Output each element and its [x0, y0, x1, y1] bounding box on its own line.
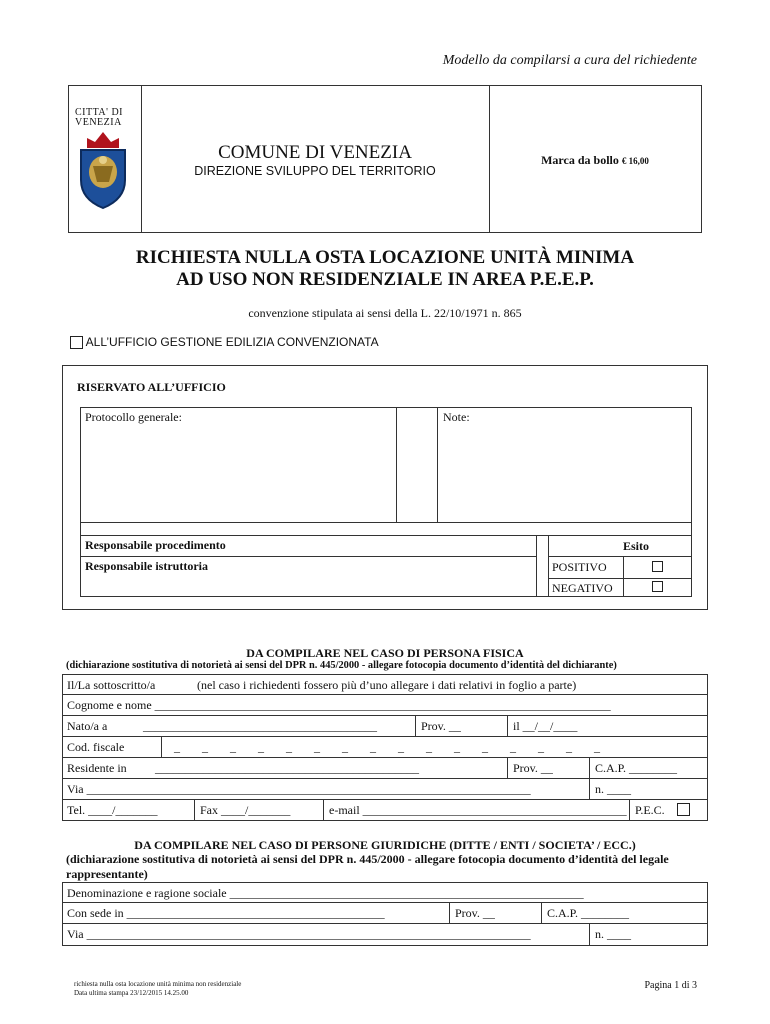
row-birth — [62, 716, 708, 737]
reserved-office-section — [62, 365, 708, 610]
street-number-field[interactable]: n. ____ — [595, 782, 631, 796]
row-company — [62, 882, 708, 903]
letterhead — [68, 85, 702, 233]
tel-field[interactable]: Tel. ____/_______ — [67, 803, 158, 817]
footer-print-line: Data ultima stampa 23/12/2015 14.25.00 — [74, 989, 189, 997]
coat-of-arms-icon — [75, 130, 131, 210]
row-undersigned — [62, 674, 708, 695]
addressee-checkbox[interactable] — [70, 336, 83, 349]
undersigned-label: Il/La sottoscritto/a — [67, 678, 156, 692]
pec-checkbox[interactable] — [677, 803, 690, 816]
seat-province-field[interactable]: Prov. __ — [455, 906, 495, 920]
residence-province-field[interactable]: Prov. __ — [513, 761, 553, 775]
office-department: DIREZIONE SVILUPPO DEL TERRITORIO — [194, 164, 436, 178]
footer-info — [74, 980, 241, 998]
seat-field[interactable]: Con sede in ___________________________________________ — [67, 906, 385, 920]
born-at-label: Nato/a a — [67, 719, 108, 733]
addressee-row — [70, 335, 379, 349]
page-number: Pagina 1 di 3 — [644, 980, 697, 991]
resident-label: Residente in — [67, 761, 127, 775]
undersigned-note: (nel caso i richiedenti fossero più d’uno allegare i dati relativi in foglio a parte) — [197, 678, 577, 692]
reserved-inner-grid — [80, 407, 692, 597]
pec-label: P.E.C. — [635, 803, 665, 817]
row-seat-street — [62, 924, 708, 946]
office-name: COMUNE DI VENEZIA — [218, 142, 412, 163]
resident-field[interactable]: ____________________________________________ — [155, 761, 419, 775]
legal-person-subheading: (dichiarazione sostitutiva di notorietà ai sensi del DPR n. 445/2000 - allegare fotocopia documento d’identità del legale rappresentante) — [66, 852, 669, 881]
footer-file-line: richiesta nulla osta locazione unità minima non residenziale — [74, 980, 242, 988]
addressee-label: ALL’UFFICIO GESTIONE EDILIZIA CONVENZIONATA — [85, 335, 379, 349]
document-title — [0, 247, 770, 291]
seat-cap-field[interactable]: C.A.P. ________ — [547, 906, 630, 920]
tax-code-field[interactable]: _ _ _ _ _ _ _ _ _ _ _ _ _ _ _ _ — [174, 740, 600, 754]
born-at-field[interactable]: _______________________________________ — [143, 719, 377, 733]
birth-date-field[interactable]: il __/__/____ — [513, 719, 578, 733]
company-field[interactable]: Denominazione e ragione sociale ___________________________________________________________ — [67, 886, 584, 900]
name-field[interactable]: Cognome e nome ____________________________________________________________________________ — [67, 698, 611, 712]
positive-checkbox[interactable] — [652, 561, 663, 572]
positive-label: POSITIVO — [552, 560, 607, 574]
title-line-1: RICHIESTA NULLA OSTA LOCAZIONE UNITÀ MINIMA — [135, 247, 635, 268]
seat-street-field[interactable]: Via __________________________________________________________________________ — [67, 927, 531, 941]
responsible-procedure-label: Responsabile procedimento — [85, 538, 226, 552]
row-tax-code — [62, 737, 708, 758]
natural-person-heading: DA COMPILARE NEL CASO DI PERSONA FISICA — [246, 646, 524, 660]
row-street — [62, 779, 708, 800]
header-note: Modello da compilarsi a cura del richiedente — [442, 53, 697, 68]
row-contacts — [62, 800, 708, 821]
city-logo — [75, 108, 135, 218]
stamp-amount: € 16,00 — [621, 156, 649, 166]
logo-text-1: CITTA' DI — [75, 107, 123, 118]
reserved-heading: RISERVATO ALL’UFFICIO — [77, 380, 226, 394]
legal-person-heading: DA COMPILARE NEL CASO DI PERSONE GIURIDICHE (DITTE / ENTI / SOCIETA’ / ECC.) — [134, 838, 636, 852]
birth-province-field[interactable]: Prov. __ — [421, 719, 461, 733]
street-field[interactable]: Via __________________________________________________________________________ — [67, 782, 531, 796]
protocol-label: Protocollo generale: — [85, 410, 182, 424]
seat-number-field[interactable]: n. ____ — [595, 927, 631, 941]
residence-cap-field[interactable]: C.A.P. ________ — [595, 761, 678, 775]
fax-field[interactable]: Fax ____/_______ — [200, 803, 291, 817]
outcome-label: Esito — [623, 539, 650, 553]
notes-label: Note: — [443, 410, 470, 424]
email-field[interactable]: e-mail ____________________________________________ — [329, 803, 627, 817]
tax-code-label: Cod. fiscale — [67, 740, 125, 754]
negative-label: NEGATIVO — [552, 581, 613, 595]
natural-person-subheading: (dichiarazione sostitutiva di notorietà ai sensi del DPR n. 445/2000 - allegare fotocopia documento d’identità del dichiarante) — [66, 660, 617, 671]
stamp-duty — [489, 153, 701, 168]
logo-text-2: VENEZIA — [75, 117, 122, 128]
title-line-2: AD USO NON RESIDENZIALE IN AREA P.E.E.P. — [176, 269, 594, 290]
responsible-inquiry-label: Responsabile istruttoria — [85, 559, 208, 573]
row-seat — [62, 903, 708, 924]
document-subtitle: convenzione stipulata ai sensi della L. 22/10/1971 n. 865 — [248, 306, 522, 320]
stamp-label: Marca da bollo — [541, 153, 619, 167]
row-residence — [62, 758, 708, 779]
negative-checkbox[interactable] — [652, 581, 663, 592]
row-name[interactable] — [62, 695, 708, 716]
